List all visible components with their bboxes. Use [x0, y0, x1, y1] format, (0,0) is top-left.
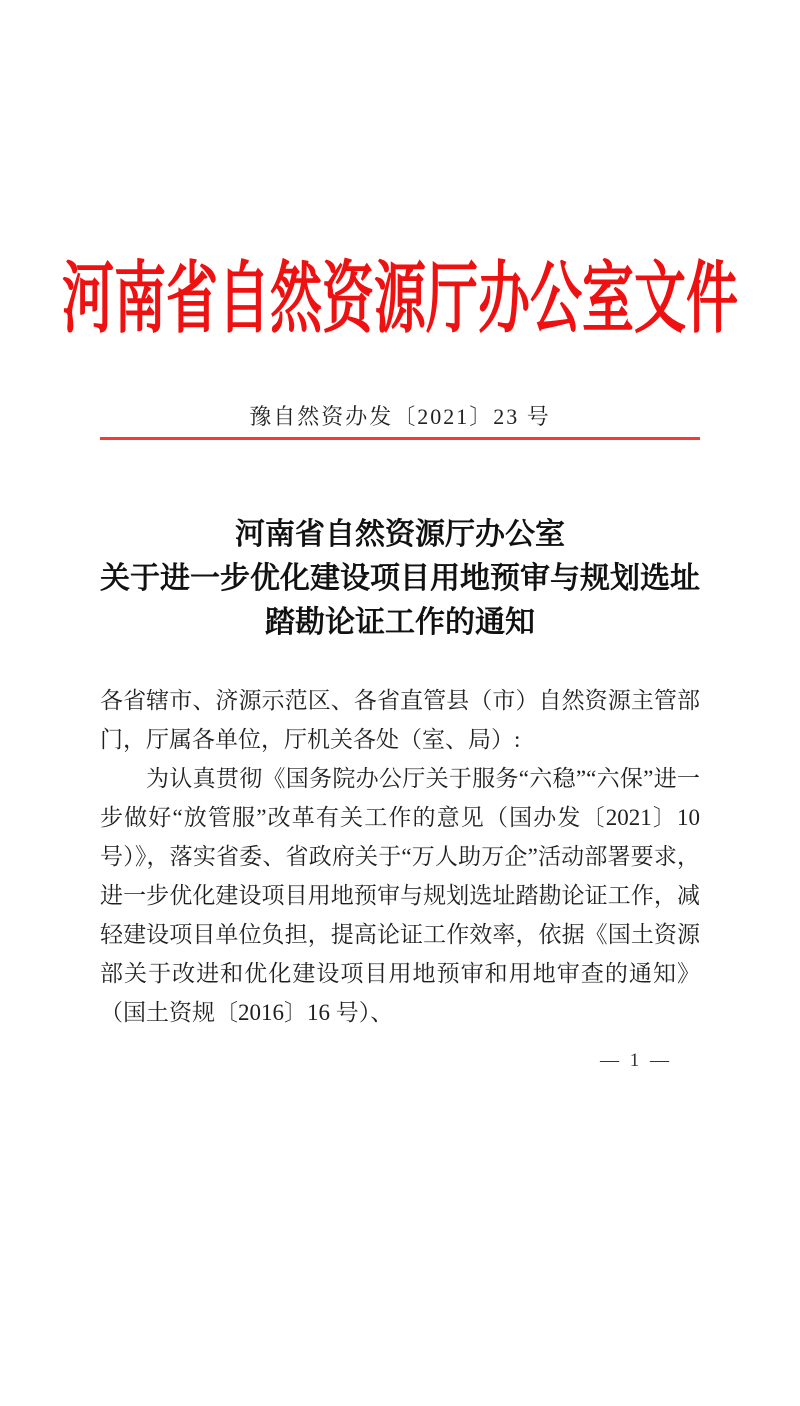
document-title: [0, 513, 800, 645]
document-page: [0, 257, 800, 1406]
document-number: 豫自然资办发〔2021〕23 号: [249, 404, 551, 429]
document-title-line-2: 关于进一步优化建设项目用地预审与规划选址: [100, 562, 700, 595]
recipients-line: 各省辖市、济源示范区、各省直管县（市）自然资源主管部门，厅属各单位，厅机关各处（室、局）:: [100, 688, 700, 752]
document-body: [100, 681, 700, 1032]
red-divider-line: [100, 437, 700, 440]
document-title-line-1: 河南省自然资源厅办公室: [235, 518, 565, 551]
document-title-line-3: 踏勘论证工作的通知: [265, 606, 535, 639]
body-paragraph-1: 为认真贯彻《国务院办公厅关于服务“六稳”“六保”进一步做好“放管服”改革有关工作的意见（国办发〔2021〕10 号）》，落实省委、省政府关于“万人助万企”活动部署要求，进一步优化建设项目用地预审与规划选址踏勘论证工作，减轻建设项目单位负担，提高论证工作效率，依据《国土资源部关于改进和优化建设项目用地预审和用地审查的通知》（国土资规〔2016〕16 号）、: [100, 766, 700, 1025]
agency-header-banner: 河南省自然资源厅办公室文件: [61, 257, 738, 343]
page-number: — 1 —: [600, 1050, 672, 1071]
